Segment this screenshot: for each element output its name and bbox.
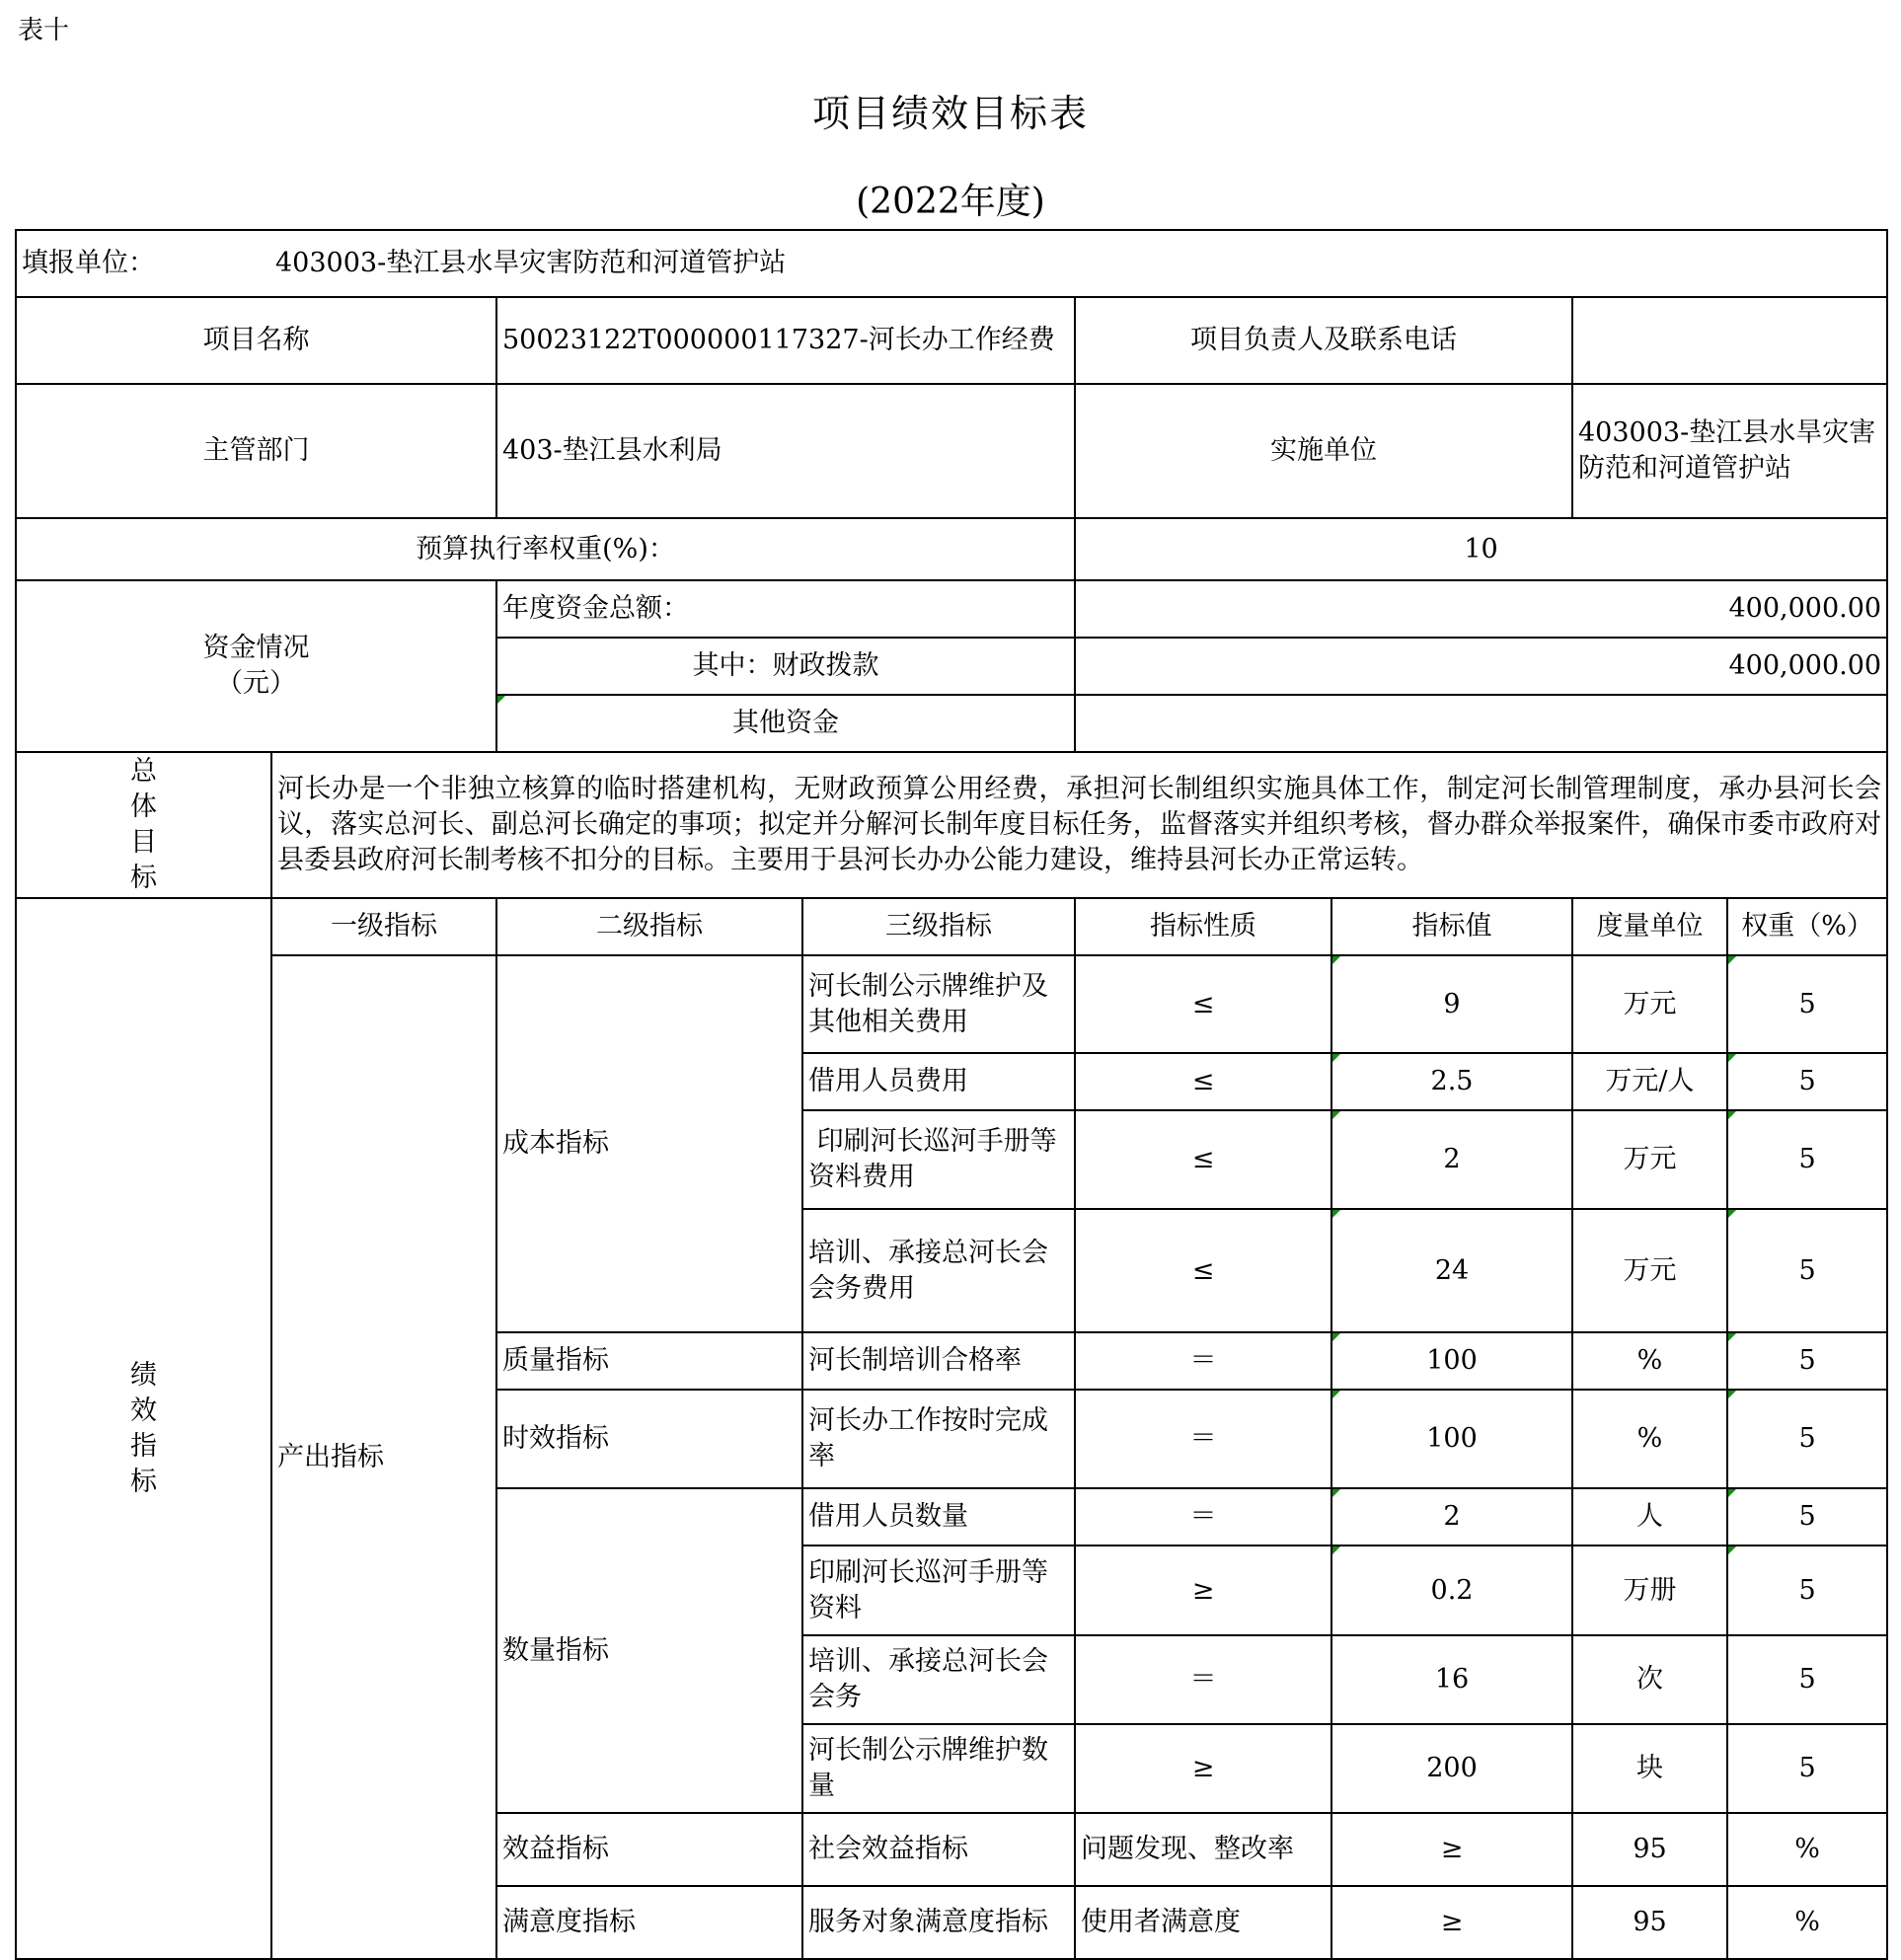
indicator-label-char: 绩 [130,1359,157,1391]
level2-service-satisfaction: 服务对象满意度指标 [802,1886,1075,1959]
project-contact-label: 项目负责人及联系电话 [1075,297,1572,384]
level1-output: 产出指标 [271,955,496,1959]
indicator-label-char: 效 [130,1395,157,1426]
header-unit: 度量单位 [1572,898,1727,955]
indicator-weight: 5 [1727,1332,1887,1390]
level2-quantity: 数量指标 [496,1488,802,1813]
implementing-unit-value: 403003-垫江县水旱灾害防范和河道管护站 [1572,384,1887,518]
indicator-nature: ≥ [1075,1545,1331,1635]
page-subtitle: (2022年度) [856,182,1045,222]
funds-fiscal-value: 400,000.00 [1075,638,1887,695]
indicator-unit: % [1727,1813,1887,1886]
header-level2: 二级指标 [496,898,802,955]
indicator-value: 100 [1331,1332,1572,1390]
level3-name: 河长制培训合格率 [802,1332,1075,1390]
indicator-weight: 5 [1727,1488,1887,1545]
level3-name: 河长制公示牌维护数量 [802,1724,1075,1813]
level3-name: 培训、承接总河长会会务费用 [802,1209,1075,1332]
level1-benefit: 效益指标 [496,1813,802,1886]
indicator-unit: 万元 [1572,1209,1727,1332]
level3-name: 河长制公示牌维护及其他相关费用 [802,955,1075,1053]
indicator-weight: 5 [1727,1545,1887,1635]
project-name-label: 项目名称 [16,297,496,384]
indicator-unit: 万元 [1572,955,1727,1053]
indicator-value: 95 [1572,1813,1727,1886]
level2-social-benefit: 社会效益指标 [802,1813,1075,1886]
indicator-unit: % [1572,1332,1727,1390]
department-value: 403-垫江县水利局 [496,384,1075,518]
indicator-unit: 次 [1572,1635,1727,1724]
level2-timeliness: 时效指标 [496,1390,802,1488]
indicator-nature: ≥ [1331,1886,1572,1959]
funds-total-value: 400,000.00 [1075,580,1887,638]
implementing-unit-label: 实施单位 [1075,384,1572,518]
indicator-nature: ＝ [1075,1332,1331,1390]
budget-weight-label: 预算执行率权重(%)： [16,518,1075,580]
table-row [16,955,1887,1053]
department-label: 主管部门 [16,384,496,518]
funds-other-value [1075,695,1887,752]
indicator-weight: 5 [1727,955,1887,1053]
level1-satisfaction: 满意度指标 [496,1886,802,1959]
goal-label-char: 标 [130,863,157,893]
header-nature: 指标性质 [1075,898,1331,955]
indicator-weight: 5 [1727,1209,1887,1332]
department-row [16,384,1887,518]
level3-name: 印刷河长巡河手册等资料 [802,1545,1075,1635]
funds-label [16,580,496,752]
indicator-nature: ≥ [1075,1724,1331,1813]
goal-label-char: 目 [130,827,157,858]
indicator-unit: 万册 [1572,1545,1727,1635]
indicator-unit: 人 [1572,1488,1727,1545]
header-level1: 一级指标 [271,898,496,955]
level3-name: 培训、承接总河长会会务 [802,1635,1075,1724]
funds-total-row [16,580,1887,638]
header-weight: 权重（%） [1727,898,1887,955]
table-number-label: 表十 [18,16,70,45]
page-title: 项目绩效目标表 [811,92,1089,135]
funds-fiscal-label: 其中：财政拨款 [496,638,1075,695]
performance-indicators-label [16,898,271,1959]
indicator-label-char: 指 [130,1430,157,1462]
indicator-unit: 万元/人 [1572,1053,1727,1110]
goal-label-char: 总 [130,756,157,787]
indicator-value: 24 [1331,1209,1572,1332]
budget-weight-value: 10 [1075,518,1887,580]
funds-label-line2: （元） [216,668,296,699]
filing-unit-cell [16,230,1887,297]
indicator-unit: 块 [1572,1724,1727,1813]
goal-label-char: 体 [130,792,157,822]
indicator-weight: 5 [1727,1635,1887,1724]
indicator-nature: ≤ [1075,1110,1331,1209]
filing-unit-row [16,230,1887,297]
filing-unit-label: 填报单位： [22,248,155,278]
indicator-nature: ≤ [1075,1209,1331,1332]
indicator-weight: 5 [1727,1724,1887,1813]
level2-quality: 质量指标 [496,1332,802,1390]
level3-name: 问题发现、整改率 [1075,1813,1331,1886]
indicator-weight: 5 [1727,1110,1887,1209]
level3-name: 使用者满意度 [1075,1886,1331,1959]
indicator-value: 16 [1331,1635,1572,1724]
level2-cost: 成本指标 [496,955,802,1332]
indicator-label-char: 标 [130,1466,157,1497]
project-name-row [16,297,1887,384]
indicator-nature: ≤ [1075,1053,1331,1110]
indicator-weight: 5 [1727,1053,1887,1110]
indicator-header-row [16,898,1887,955]
overall-goal-label [16,752,271,898]
level3-name: 借用人员费用 [802,1053,1075,1110]
indicator-value: 2.5 [1331,1053,1572,1110]
header-value: 指标值 [1331,898,1572,955]
header-level3: 三级指标 [802,898,1075,955]
indicator-value: 200 [1331,1724,1572,1813]
funds-other-label: 其他资金 [496,695,1075,752]
budget-weight-row [16,518,1887,580]
performance-target-table [15,229,1888,1960]
funds-label-line1: 资金情况 [202,633,310,663]
indicator-value: 9 [1331,955,1572,1053]
project-contact-value [1572,297,1887,384]
indicator-nature: ≥ [1331,1813,1572,1886]
funds-total-label: 年度资金总额： [496,580,1075,638]
overall-goal-text: 河长办是一个非独立核算的临时搭建机构，无财政预算公用经费，承担河长制组织实施具体工作，制定河长制管理制度，承办县河长会议，落实总河长、副总河长确定的事项；拟定并分解河长制年度目标任务，监督落实并组织考核，督办群众举报案件，确保市委市政府对县委县政府河长制考核不扣分的目标。主要用于县河长办办公能力建设，维持县河长办正常运转。 [271,752,1887,898]
project-name-value: 50023122T000000117327-河长办工作经费 [496,297,1075,384]
level3-name: 印刷河长巡河手册等资料费用 [802,1110,1075,1209]
indicator-nature: ＝ [1075,1635,1331,1724]
indicator-nature: ＝ [1075,1488,1331,1545]
overall-goal-row [16,752,1887,898]
indicator-unit: 万元 [1572,1110,1727,1209]
indicator-nature: ≤ [1075,955,1331,1053]
filing-unit-value: 403003-垫江县水旱灾害防范和河道管护站 [275,248,787,278]
indicator-value: 2 [1331,1110,1572,1209]
indicator-nature: ＝ [1075,1390,1331,1488]
indicator-unit: % [1572,1390,1727,1488]
indicator-value: 100 [1331,1390,1572,1488]
indicator-unit: % [1727,1886,1887,1959]
indicator-weight: 5 [1727,1390,1887,1488]
level3-name: 河长办工作按时完成率 [802,1390,1075,1488]
level3-name: 借用人员数量 [802,1488,1075,1545]
indicator-value: 2 [1331,1488,1572,1545]
indicator-value: 0.2 [1331,1545,1572,1635]
indicator-value: 95 [1572,1886,1727,1959]
